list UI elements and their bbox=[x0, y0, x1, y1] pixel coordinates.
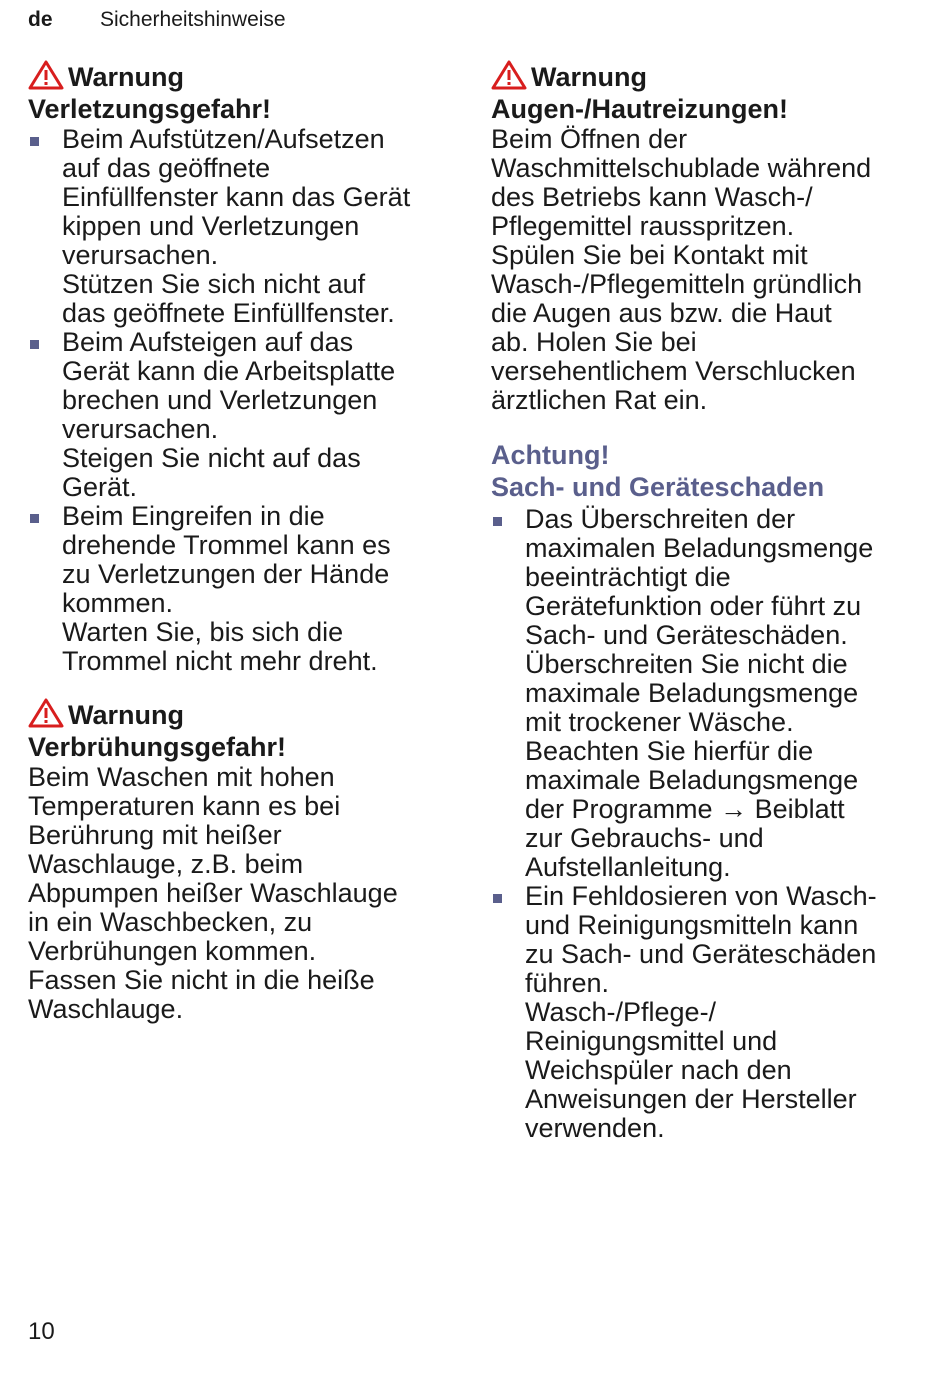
warning-scalding bbox=[28, 698, 448, 1024]
section-title: Sicherheitshinweise bbox=[100, 8, 286, 31]
bullet-square-icon bbox=[493, 894, 502, 903]
list-item: Ein Fehldosieren von Wasch- und Reinigungsmitteln kann zu Sach- und Geräteschäden führen. Wasch-/Pflege-/ Reinigungsmittel und Weichspüler nach den Anweisungen der Hersteller verwenden. bbox=[491, 882, 921, 1143]
caution-heading bbox=[491, 439, 921, 503]
bullet-square-icon bbox=[493, 517, 502, 526]
warning-heading bbox=[28, 698, 448, 763]
warning-text: Beim Öffnen der Waschmittelschublade während des Betriebs kann Wasch-/ Pflegemittel rausspritzen. Spülen Sie bei Kontakt mit Wasch-/Pflegemitteln gründlich die Augen aus bzw. die Haut ab. Holen Sie bei versehentlichem Verschlucken ärztlichen Rat ein. bbox=[491, 124, 872, 415]
bullet-square-icon bbox=[30, 137, 39, 146]
warning-label: Warnung bbox=[68, 700, 184, 730]
warning-triangle-icon bbox=[491, 60, 527, 90]
warning-triangle-icon bbox=[28, 60, 64, 90]
caution-label: Achtung! bbox=[491, 440, 610, 470]
warning-text: Beim Waschen mit hohen Temperaturen kann es bei Berührung mit heißer Waschlauge, z.B. beim Abpumpen heißer Waschlauge in ein Waschbecken, zu Verbrühungen kommen. Fassen Sie nicht in die heiße Waschlauge. bbox=[28, 762, 398, 1024]
page-number: 10 bbox=[28, 1318, 55, 1345]
warning-heading bbox=[28, 60, 448, 125]
warning-label: Warnung bbox=[531, 62, 647, 92]
caution-title: Sach- und Geräteschaden bbox=[491, 472, 825, 502]
warning-list bbox=[28, 125, 448, 676]
warning-title: Augen-/Hautreizungen! bbox=[491, 94, 788, 124]
warning-heading bbox=[491, 60, 921, 125]
left-column bbox=[28, 60, 448, 1042]
warning-title: Verbrühungsgefahr! bbox=[28, 732, 287, 762]
bullet-square-icon bbox=[30, 340, 39, 349]
list-item: Beim Aufstützen/Aufsetzen auf das geöffnete Einfüllfenster kann das Gerät kippen und Verletzungen verursachen. Stützen Sie sich nicht auf das geöffnete Einfüllfenster. bbox=[28, 125, 448, 328]
list-item: Beim Eingreifen in die drehende Trommel kann es zu Verletzungen der Hände kommen. Warten Sie, bis sich die Trommel nicht mehr dreht. bbox=[28, 502, 448, 676]
bullet-square-icon bbox=[30, 514, 39, 523]
list-item: Das Überschreiten der maximalen Beladungsmenge beeinträchtigt die Gerätefunktion oder führt zu Sach- und Geräteschäden. Überschreiten Sie nicht die maximale Beladungsmenge mit trockener Wäsche. Beachten Sie hierfür die maximale Beladungsmenge der Programme → Beiblatt zur Gebrauchs- und Aufstellanleitung. bbox=[491, 505, 921, 882]
warning-irritation bbox=[491, 60, 921, 415]
caution-damage bbox=[491, 439, 921, 1143]
warning-title: Verletzungsgefahr! bbox=[28, 94, 272, 124]
warning-label: Warnung bbox=[68, 62, 184, 92]
language-code: de bbox=[28, 8, 53, 31]
page-header bbox=[28, 8, 286, 32]
warning-triangle-icon bbox=[28, 698, 64, 728]
caution-list bbox=[491, 505, 921, 1143]
warning-injury bbox=[28, 60, 448, 676]
list-item: Beim Aufsteigen auf das Gerät kann die Arbeitsplatte brechen und Verletzungen verursachen. Steigen Sie nicht auf das Gerät. bbox=[28, 328, 448, 502]
right-column bbox=[491, 60, 921, 1161]
